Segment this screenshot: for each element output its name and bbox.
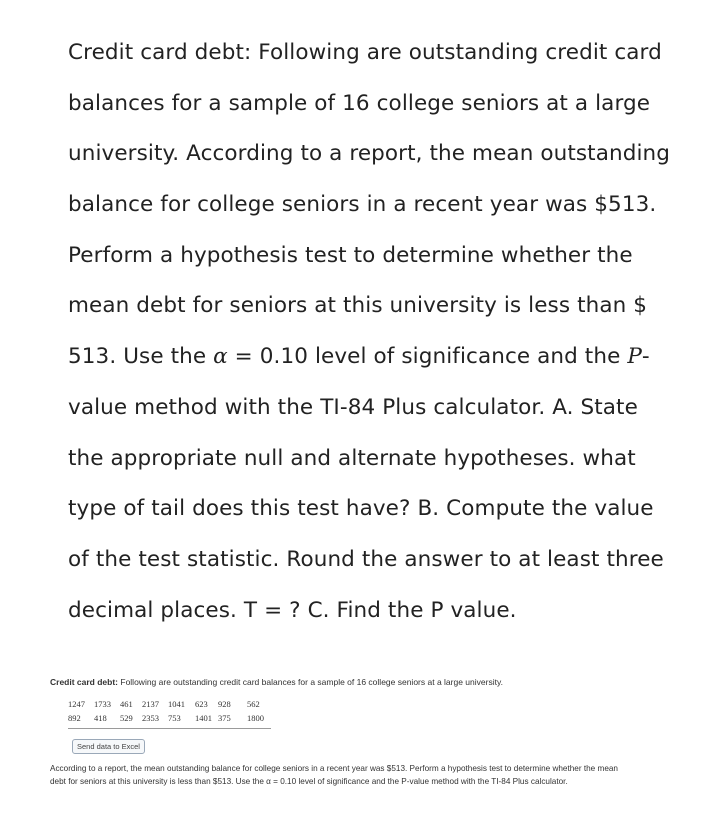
question-text: [68, 28, 698, 636]
table-cell: 562: [247, 699, 260, 709]
send-to-excel-button[interactable]: Send data to Excel: [72, 739, 145, 754]
table-cell: 1733: [94, 699, 111, 709]
intro-title: Credit card debt:: [50, 677, 119, 687]
question-line: of the test statistic. Round the answer to at least three: [68, 546, 664, 572]
question-line: 513. Use the α = 0.10 level of significance and the P-: [68, 344, 650, 370]
table-cell: 2353: [142, 713, 159, 723]
table-cell: 892: [68, 713, 81, 723]
table-cell: 1041: [168, 699, 185, 709]
table-row: [68, 711, 271, 725]
note-line: debt for seniors at this university is less than $513. Use the α = 0.10 level of significance and the P-value method with the TI-84 Plus calculator.: [50, 777, 568, 786]
embedded-problem-screenshot: [50, 676, 700, 788]
question-line: balances for a sample of 16 college seniors at a large: [68, 90, 651, 116]
question-line: balance for college seniors in a recent year was $513.: [68, 192, 657, 218]
table-cell: 753: [168, 713, 181, 723]
question-line: Perform a hypothesis test to determine whether the: [68, 242, 633, 268]
table-cell: 418: [94, 713, 107, 723]
question-line: Credit card debt: Following are outstanding credit card: [68, 40, 662, 65]
embedded-note: [50, 762, 700, 788]
note-line: According to a report, the mean outstanding balance for college seniors in a recent year was $513. Perform a hypothesis test to determine whether the mean: [50, 764, 618, 773]
table-cell: 1247: [68, 699, 85, 709]
table-cell: 1800: [247, 713, 264, 723]
table-row: [68, 697, 271, 711]
table-cell: 623: [195, 699, 208, 709]
table-cell: 2137: [142, 699, 159, 709]
question-line: mean debt for seniors at this university is less than $: [68, 293, 648, 319]
alpha-symbol: α: [213, 344, 228, 370]
table-cell: 461: [120, 699, 133, 709]
p-symbol: P: [627, 344, 642, 370]
table-cell: 529: [120, 713, 133, 723]
table-cell: 1401: [195, 713, 212, 723]
data-table: [68, 697, 271, 729]
question-line: type of tail does this test have? B. Compute the value: [68, 496, 654, 522]
table-cell: 375: [218, 713, 231, 723]
question-line: decimal places. T = ? C. Find the P value.: [68, 597, 517, 623]
question-line: value method with the TI-84 Plus calculator. A. State: [68, 394, 638, 420]
embedded-intro: Credit card debt: Following are outstanding credit card balances for a sample of 16 college seniors at a large university.: [50, 677, 503, 687]
question-line: the appropriate null and alternate hypotheses. what: [68, 445, 636, 471]
table-cell: 928: [218, 699, 231, 709]
question-line: university. According to a report, the mean outstanding: [68, 141, 670, 167]
